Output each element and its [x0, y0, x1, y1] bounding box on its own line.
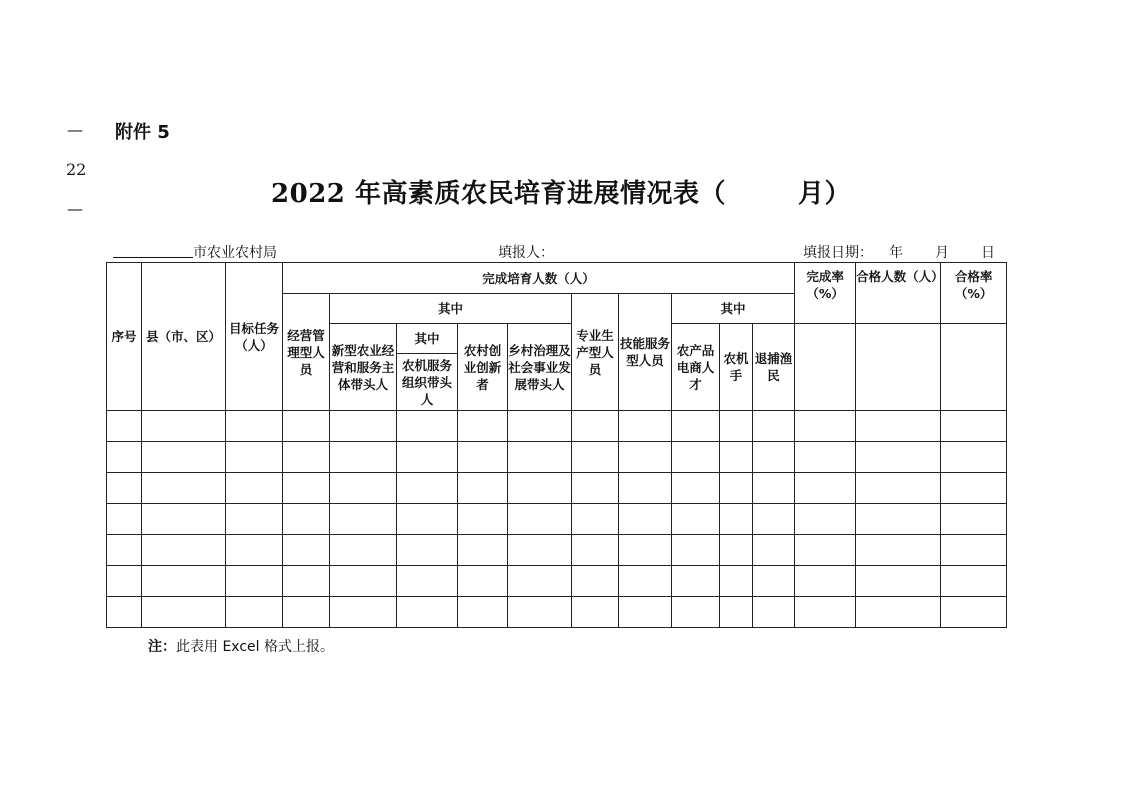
header-machinery: 农机服务组织带头人 [397, 354, 458, 411]
header-among-sub: 其中 [397, 324, 458, 354]
table-cell[interactable] [672, 411, 720, 442]
table-cell[interactable] [226, 535, 283, 566]
table-row [107, 504, 1007, 535]
table-cell[interactable] [330, 411, 397, 442]
table-cell[interactable] [619, 442, 672, 473]
table-cell[interactable] [283, 597, 330, 628]
table-cell[interactable] [672, 566, 720, 597]
table-cell[interactable] [795, 597, 856, 628]
bureau-label: 市农业农村局 [193, 245, 277, 261]
table-cell[interactable] [753, 535, 795, 566]
table-cell[interactable] [941, 411, 1007, 442]
date-month: 月 [935, 245, 949, 261]
table-cell[interactable] [397, 504, 458, 535]
table-cell[interactable] [330, 442, 397, 473]
table-cell[interactable] [720, 473, 753, 504]
header-blank-cell [795, 324, 856, 411]
header-blank-cell [941, 324, 1007, 411]
table-cell[interactable] [508, 566, 572, 597]
header-manager: 经营管理型人员 [283, 294, 330, 411]
table-cell[interactable] [619, 535, 672, 566]
table-cell[interactable] [856, 535, 941, 566]
table-cell[interactable] [283, 566, 330, 597]
table-cell[interactable] [107, 566, 142, 597]
header-among-2: 其中 [672, 294, 795, 324]
table-cell[interactable] [226, 411, 283, 442]
table-cell[interactable] [107, 442, 142, 473]
page-number: 22 [66, 160, 87, 179]
header-qualified-count: 合格人数（人） [856, 263, 941, 324]
header-qualified-rate: 合格率（%） [941, 263, 1007, 324]
header-blank-cell [856, 324, 941, 411]
table-cell[interactable] [856, 411, 941, 442]
table-cell[interactable] [458, 566, 508, 597]
table-cell[interactable] [720, 535, 753, 566]
table-cell[interactable] [572, 504, 619, 535]
table-cell[interactable] [330, 597, 397, 628]
table-cell[interactable] [458, 442, 508, 473]
table-cell[interactable] [856, 566, 941, 597]
table-cell[interactable] [753, 473, 795, 504]
table-cell[interactable] [226, 597, 283, 628]
table-row [107, 597, 1007, 628]
table-cell[interactable] [941, 442, 1007, 473]
footnote [148, 636, 334, 656]
table-cell[interactable] [941, 566, 1007, 597]
table-cell[interactable] [720, 411, 753, 442]
table-cell[interactable] [107, 504, 142, 535]
table-cell[interactable] [330, 535, 397, 566]
date-day: 日 [981, 245, 995, 261]
table-cell[interactable] [142, 411, 226, 442]
table-cell[interactable] [508, 535, 572, 566]
table-cell[interactable] [672, 504, 720, 535]
header-completed: 完成培育人数（人） [283, 263, 795, 294]
table-cell[interactable] [795, 411, 856, 442]
footnote-prefix: 注： [148, 639, 176, 655]
table-cell[interactable] [226, 473, 283, 504]
table-cell[interactable] [508, 504, 572, 535]
table-cell[interactable] [619, 597, 672, 628]
table-cell[interactable] [283, 442, 330, 473]
table-cell[interactable] [508, 411, 572, 442]
table-cell[interactable] [107, 473, 142, 504]
table-cell[interactable] [142, 597, 226, 628]
header-rural-innovator: 农村创业创新者 [458, 324, 508, 411]
header-county: 县（市、区） [142, 263, 226, 411]
table-cell[interactable] [397, 442, 458, 473]
footnote-text: 此表用 Excel 格式上报。 [176, 639, 334, 655]
table-row [107, 473, 1007, 504]
table-cell[interactable] [856, 597, 941, 628]
date-year: 年 [889, 245, 903, 261]
table-cell[interactable] [226, 566, 283, 597]
table-cell[interactable] [672, 597, 720, 628]
table-row [107, 535, 1007, 566]
table-cell[interactable] [142, 535, 226, 566]
table-cell[interactable] [508, 442, 572, 473]
header-new-entity: 新型农业经营和服务主体带头人 [330, 324, 397, 411]
table-cell[interactable] [720, 504, 753, 535]
table-cell[interactable] [107, 535, 142, 566]
table-cell[interactable] [941, 535, 1007, 566]
header-machine-operator: 农机手 [720, 324, 753, 411]
table-cell[interactable] [672, 473, 720, 504]
table-cell[interactable] [142, 442, 226, 473]
table-cell[interactable] [795, 535, 856, 566]
table-cell[interactable] [572, 597, 619, 628]
table-cell[interactable] [856, 504, 941, 535]
table-cell[interactable] [795, 504, 856, 535]
filler-label: 填报人： [498, 245, 554, 261]
header-rural-governance: 乡村治理及社会事业发展带头人 [508, 324, 572, 411]
date-label: 填报日期： [803, 245, 873, 261]
title-main: 2022 年高素质农民培育进展情况表（ [271, 179, 726, 209]
table-cell[interactable] [107, 411, 142, 442]
table-cell[interactable] [397, 597, 458, 628]
table-cell[interactable] [283, 504, 330, 535]
table-cell[interactable] [753, 566, 795, 597]
bureau-field [113, 242, 277, 262]
table-cell[interactable] [720, 597, 753, 628]
table-cell[interactable] [142, 473, 226, 504]
table-cell[interactable] [226, 442, 283, 473]
table-cell[interactable] [941, 473, 1007, 504]
header-target: 目标任务（人） [226, 263, 283, 411]
table-cell[interactable] [458, 535, 508, 566]
table-cell[interactable] [941, 597, 1007, 628]
table-cell[interactable] [619, 411, 672, 442]
table-cell[interactable] [142, 566, 226, 597]
table-cell[interactable] [283, 473, 330, 504]
table-cell[interactable] [619, 473, 672, 504]
table-cell[interactable] [753, 504, 795, 535]
table-cell[interactable] [672, 442, 720, 473]
table-cell[interactable] [330, 504, 397, 535]
title-month: 月） [797, 179, 851, 209]
table-cell[interactable] [397, 411, 458, 442]
table-cell[interactable] [619, 566, 672, 597]
table-cell[interactable] [397, 473, 458, 504]
table-cell[interactable] [720, 566, 753, 597]
table-cell[interactable] [856, 442, 941, 473]
table-cell[interactable] [397, 535, 458, 566]
progress-table [106, 262, 1007, 628]
table-row [107, 566, 1007, 597]
table-cell[interactable] [753, 597, 795, 628]
table-row [107, 442, 1007, 473]
table-cell[interactable] [753, 442, 795, 473]
page-number-dash-top: — [67, 120, 83, 139]
table-cell[interactable] [283, 411, 330, 442]
table-row [107, 411, 1007, 442]
table-cell[interactable] [107, 597, 142, 628]
header-ecommerce: 农产品电商人才 [672, 324, 720, 411]
table-cell[interactable] [330, 473, 397, 504]
table-cell[interactable] [508, 473, 572, 504]
table-cell[interactable] [572, 411, 619, 442]
table-cell[interactable] [572, 473, 619, 504]
header-among-1: 其中 [330, 294, 572, 324]
document-title [0, 173, 1122, 210]
table-cell[interactable] [941, 504, 1007, 535]
table-cell[interactable] [720, 442, 753, 473]
table-cell[interactable] [458, 473, 508, 504]
header-retired-fisher: 退捕渔民 [753, 324, 795, 411]
table-cell[interactable] [795, 442, 856, 473]
header-completion-rate: 完成率（%） [795, 263, 856, 324]
attachment-label: 附件 5 [115, 122, 170, 143]
table-cell[interactable] [397, 566, 458, 597]
table-cell[interactable] [283, 535, 330, 566]
table-cell[interactable] [572, 566, 619, 597]
table-cell[interactable] [795, 566, 856, 597]
table-cell[interactable] [142, 504, 226, 535]
table-cell[interactable] [672, 535, 720, 566]
table-cell[interactable] [572, 442, 619, 473]
table-cell[interactable] [458, 597, 508, 628]
table-cell[interactable] [508, 597, 572, 628]
table-cell[interactable] [226, 504, 283, 535]
table-cell[interactable] [856, 473, 941, 504]
table-cell[interactable] [795, 473, 856, 504]
header-professional: 专业生产型人员 [572, 294, 619, 411]
header-skill-service: 技能服务型人员 [619, 294, 672, 411]
table-cell[interactable] [458, 504, 508, 535]
bureau-blank-line [113, 244, 193, 258]
table-cell[interactable] [572, 535, 619, 566]
table-cell[interactable] [330, 566, 397, 597]
header-seq: 序号 [107, 263, 142, 411]
table-cell[interactable] [753, 411, 795, 442]
table-cell[interactable] [619, 504, 672, 535]
date-field [803, 242, 995, 262]
page-number-dash-bottom: — [67, 199, 83, 218]
table-cell[interactable] [458, 411, 508, 442]
